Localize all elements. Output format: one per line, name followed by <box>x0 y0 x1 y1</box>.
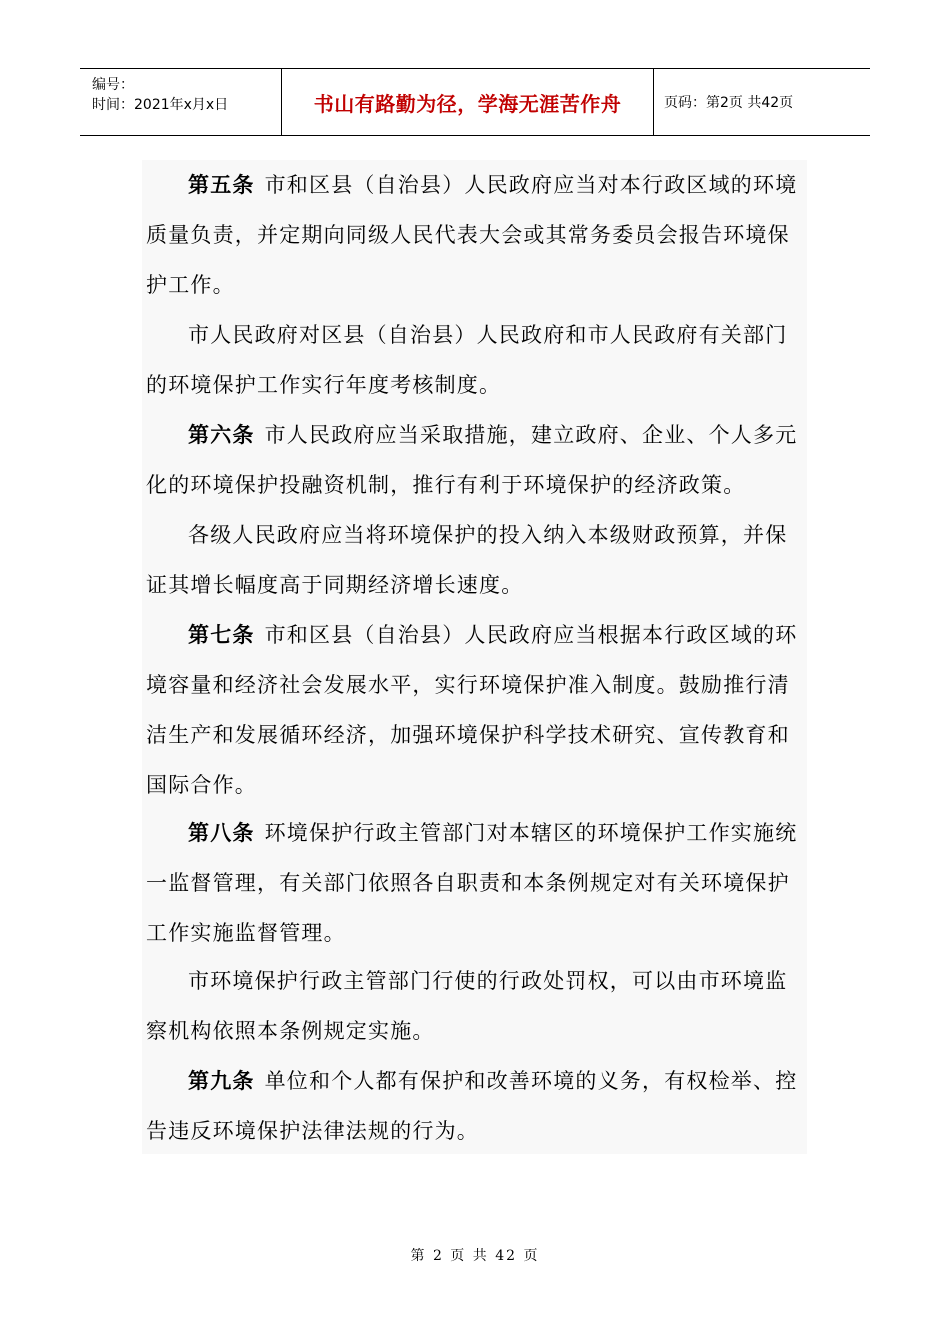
article-title: 第七条 <box>188 623 255 647</box>
article-text: 各级人民政府应当将环境保护的投入纳入本级财政预算，并保证其增长幅度高于同期经济增长速度。 <box>146 523 788 597</box>
article-text: 市和区县（自治县）人民政府应当对本行政区域的环境质量负责，并定期向同级人民代表大会或其常务委员会报告环境保护工作。 <box>146 173 798 297</box>
article-6-paragraph-2 <box>146 510 801 610</box>
header-table <box>80 68 870 136</box>
article-8-paragraph-2 <box>146 956 801 1056</box>
article-9 <box>146 1056 801 1156</box>
header-page-info: 页码：第2页 共42页 <box>664 95 794 111</box>
time-label: 时间：2021年x月x日 <box>92 97 229 113</box>
article-text: 市环境保护行政主管部门行使的行政处罚权，可以由市环境监察机构依照本条例规定实施。 <box>146 969 788 1043</box>
article-8 <box>146 808 801 958</box>
article-text: 市人民政府应当采取措施，建立政府、企业、个人多元化的环境保护投融资机制，推行有利于环境保护的经济政策。 <box>146 423 798 497</box>
article-title: 第九条 <box>188 1069 255 1093</box>
article-text: 市人民政府对区县（自治县）人民政府和市人民政府有关部门的环境保护工作实行年度考核制度。 <box>146 323 788 397</box>
header-motto: 书山有路勤为径，学海无涯苦作舟 <box>282 69 654 135</box>
article-text: 环境保护行政主管部门对本辖区的环境保护工作实施统一监督管理，有关部门依照各自职责和本条例规定对有关环境保护工作实施监督管理。 <box>146 821 798 945</box>
article-title: 第五条 <box>188 173 255 197</box>
number-label: 编号： <box>92 77 134 93</box>
page-footer: 第 2 页 共 42 页 <box>410 1248 540 1264</box>
header-meta <box>80 69 282 135</box>
article-text: 市和区县（自治县）人民政府应当根据本行政区域的环境容量和经济社会发展水平，实行环境保护准入制度。鼓励推行清洁生产和发展循环经济，加强环境保护科学技术研究、宣传教育和国际合作。 <box>146 623 798 797</box>
article-6 <box>146 410 801 510</box>
article-5 <box>146 160 801 310</box>
article-7 <box>146 610 801 810</box>
article-text: 单位和个人都有保护和改善环境的义务，有权检举、控告违反环境保护法律法规的行为。 <box>146 1069 798 1143</box>
article-5-paragraph-2 <box>146 310 801 410</box>
article-title: 第六条 <box>188 423 255 447</box>
article-title: 第八条 <box>188 821 255 845</box>
